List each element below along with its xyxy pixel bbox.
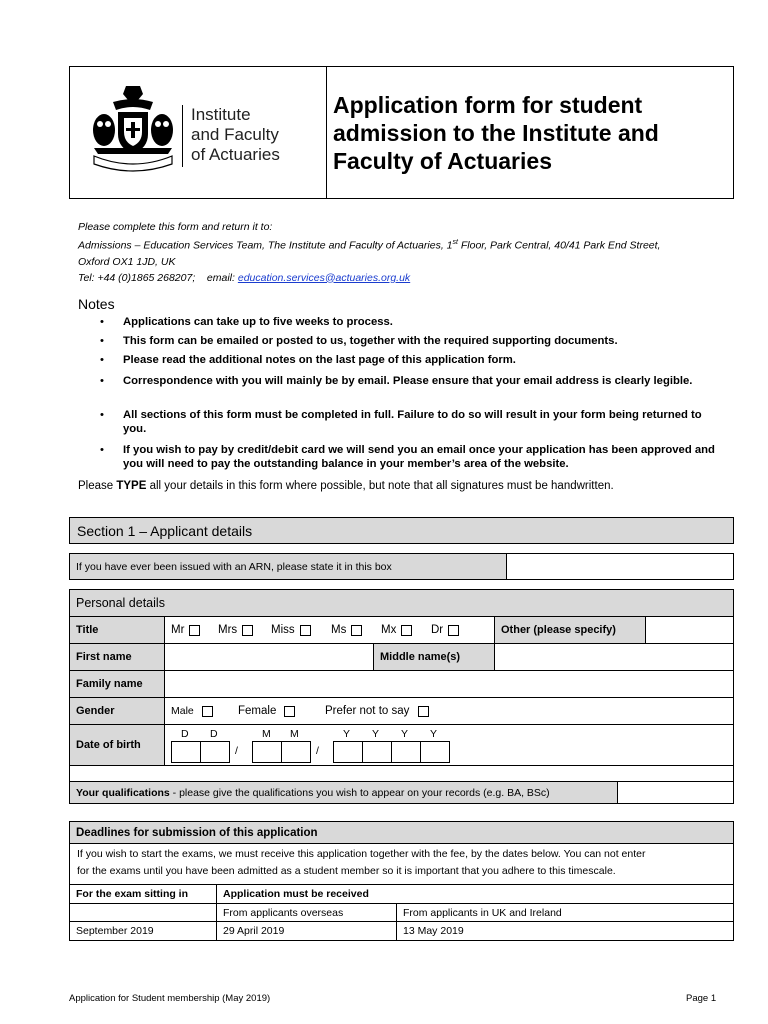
logo-line: of Actuaries (191, 145, 280, 164)
family-name-input[interactable] (164, 670, 734, 698)
gender-option-prefer-not[interactable] (325, 705, 429, 717)
dob-letter: Y (343, 728, 351, 740)
dob-label: Date of birth (69, 724, 165, 766)
option-label: Ms (331, 624, 347, 636)
qualifications-hint: - please give the qualifications you wish to appear on your records (e.g. BA, BSc) (169, 786, 550, 799)
email-link[interactable]: education.services@actuaries.org.uk (237, 271, 411, 284)
form-header (69, 66, 734, 199)
title-label: Title (69, 616, 165, 644)
address-city: Oxford OX1 1JD, UK (78, 255, 176, 268)
bullet-icon: • (100, 409, 104, 421)
col-application-received: Application must be received (216, 884, 734, 904)
checkbox[interactable] (401, 625, 412, 636)
qualifications-bold: Your qualifications (76, 786, 170, 799)
checkbox[interactable] (242, 625, 253, 636)
bullet-icon: • (100, 316, 104, 328)
address-intro: Please complete this form and return it to: (78, 221, 273, 233)
checkbox[interactable] (202, 706, 213, 717)
qualifications-input[interactable] (617, 781, 734, 804)
logo-separator (182, 105, 183, 167)
form-title (333, 91, 728, 175)
bullet-icon: • (100, 444, 104, 456)
arn-label: If you have ever been issued with an ARN, please state it in this box (69, 553, 507, 580)
sub-overseas: From applicants overseas (216, 903, 397, 922)
family-name-label: Family name (69, 670, 165, 698)
qualifications-label (69, 781, 618, 804)
type-bold: TYPE (116, 480, 147, 492)
note-text: Correspondence with you will mainly be by email. Please ensure that your email address is clearly legible. (123, 375, 693, 387)
title-option-miss[interactable] (271, 624, 311, 636)
note-text: This form can be emailed or posted to us, together with the required supporting documents. (123, 335, 618, 347)
email-label: email: (206, 271, 235, 284)
address-part: Admissions – Education Services Team, The Institute and Faculty of Actuaries, 1 (78, 239, 453, 252)
type-post: all your details in this form where possible, but note that all signatures must be handwritten. (146, 480, 614, 492)
title-line: admission to the Institute and (333, 120, 659, 146)
dob-year-digit[interactable] (420, 741, 450, 763)
dob-letter: D (210, 728, 218, 740)
bullet-icon: • (100, 335, 104, 347)
section1-heading: Section 1 – Applicant details (69, 517, 734, 544)
option-label: Male (171, 705, 194, 717)
dob-month-digit[interactable] (281, 741, 311, 763)
dob-letter: D (181, 728, 189, 740)
type-pre: Please (78, 480, 117, 492)
gender-label: Gender (69, 697, 165, 725)
gender-option-female[interactable] (238, 705, 295, 717)
dob-letter: Y (430, 728, 438, 740)
dob-slash: / (235, 745, 238, 757)
dob-month-digit[interactable] (252, 741, 282, 763)
header-divider (326, 67, 327, 198)
dob-year-digit[interactable] (391, 741, 421, 763)
bullet-icon: • (100, 375, 104, 387)
first-name-input[interactable] (164, 643, 374, 671)
dob-year-digit[interactable] (362, 741, 392, 763)
first-name-label: First name (69, 643, 165, 671)
blank-cell (69, 903, 217, 922)
dob-day-digit[interactable] (171, 741, 201, 763)
middle-name-input[interactable] (494, 643, 734, 671)
address-line (78, 235, 660, 254)
other-title-input[interactable] (645, 616, 734, 644)
crest-motto: EX PERITIA RATIO (101, 150, 157, 156)
option-label: Prefer not to say (325, 705, 410, 717)
arn-input[interactable] (506, 553, 734, 580)
bullet-icon: • (100, 354, 104, 366)
dob-year-digit[interactable] (333, 741, 363, 763)
deadlines-text: If you wish to start the exams, we must receive this application together with the fee, by the dates below. You can not enter (77, 848, 646, 860)
dob-letter: M (262, 728, 271, 740)
address-sup: st (452, 239, 458, 246)
checkbox[interactable] (189, 625, 200, 636)
option-label: Mr (171, 624, 185, 636)
note-text: All sections of this form must be completed in full. Failure to do so will result in your form being returned to you. (123, 409, 702, 435)
footer-page-number: Page 1 (686, 993, 717, 1004)
other-title-label: Other (please specify) (494, 616, 646, 644)
dob-letter: Y (372, 728, 380, 740)
checkbox[interactable] (284, 706, 295, 717)
title-option-mrs[interactable] (218, 624, 253, 636)
title-line: Application form for student (333, 92, 643, 118)
logo-line: and Faculty (191, 125, 279, 144)
checkbox[interactable] (448, 625, 459, 636)
note-text: Applications can take up to five weeks to process. (123, 316, 393, 328)
row-uk-date: 13 May 2019 (396, 921, 734, 941)
logo-wordmark (191, 105, 280, 165)
personal-details-heading: Personal details (69, 589, 734, 617)
dob-slash: / (316, 745, 319, 757)
gender-option-male[interactable] (171, 705, 213, 717)
crest-logo-icon (88, 82, 178, 174)
option-label: Mx (381, 624, 397, 636)
return-address (78, 219, 660, 286)
spacer-row (69, 765, 734, 782)
dob-letter: Y (401, 728, 409, 740)
title-option-ms[interactable] (331, 624, 362, 636)
footer-left: Application for Student membership (May 2019) (69, 993, 271, 1004)
notes-heading: Notes (78, 296, 115, 312)
title-line: Faculty of Actuaries (333, 148, 552, 174)
deadlines-heading: Deadlines for submission of this application (69, 821, 734, 844)
logo-line: Institute (191, 105, 251, 124)
title-option-mx[interactable] (381, 624, 412, 636)
dob-day-digit[interactable] (200, 741, 230, 763)
option-label: Dr (431, 624, 444, 636)
col-exam-sitting: For the exam sitting in (69, 884, 217, 904)
note-text: Please read the additional notes on the last page of this application form. (123, 354, 516, 366)
deadlines-text: for the exams until you have been admitted as a student member so it is important that you adhere to this timescale. (77, 865, 616, 877)
note-text: If you wish to pay by credit/debit card we will send you an email once your application has been approved and you will need to pay the outstanding balance in your member’s area of the website. (123, 444, 715, 470)
row-sitting: September 2019 (69, 921, 217, 941)
title-option-dr[interactable] (431, 624, 459, 636)
dob-letter: M (290, 728, 299, 740)
checkbox[interactable] (351, 625, 362, 636)
contact-line (78, 270, 660, 286)
address-part: Floor, Park Central, 40/41 Park End Street, (457, 239, 661, 252)
row-overseas-date: 29 April 2019 (216, 921, 397, 941)
checkbox[interactable] (300, 625, 311, 636)
middle-name-label: Middle name(s) (373, 643, 495, 671)
phone-number: Tel: +44 (0)1865 268207; (78, 271, 196, 284)
title-option-mr[interactable] (171, 624, 200, 636)
option-label: Miss (271, 624, 295, 636)
option-label: Mrs (218, 624, 238, 636)
sub-uk: From applicants in UK and Ireland (396, 903, 734, 922)
type-instruction (78, 480, 614, 492)
checkbox[interactable] (418, 706, 429, 717)
option-label: Female (238, 705, 277, 717)
